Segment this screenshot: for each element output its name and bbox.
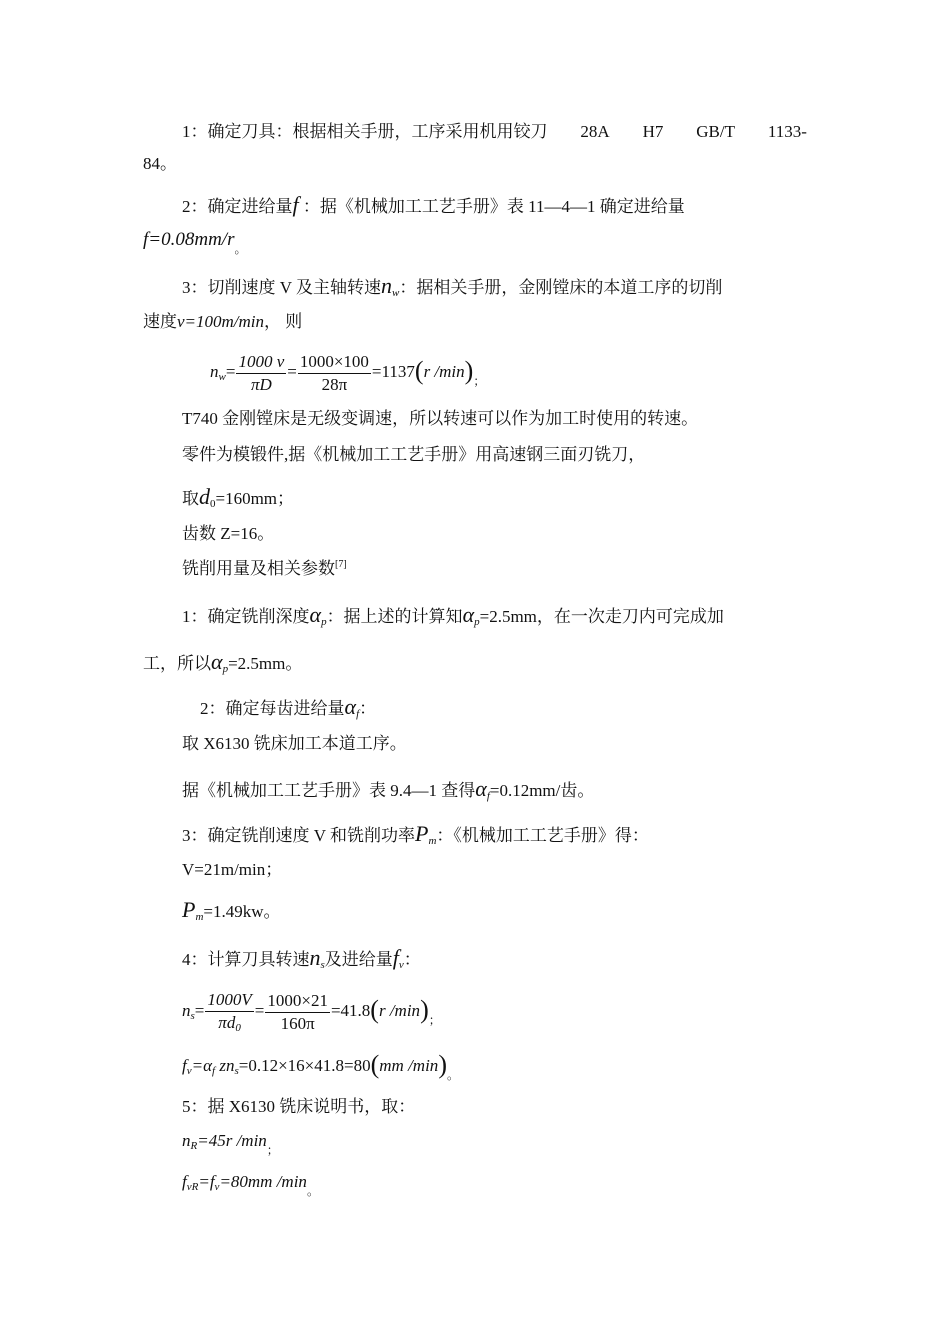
equation-nw: nw= $\frac{1000 v}{\pi D}$ = $\frac{1000\times 100}{28\pi}$ =1137(r $/\min)_;$ [210,351,486,394]
ap-line-cont [143,650,302,678]
af-text-2: ： [359,699,377,718]
feed-line [182,193,685,219]
eq3-rest: =0.12×16×41.8=80 [238,1056,371,1075]
fvr-val: =80mm /min [219,1172,307,1191]
nr-symbol: n [182,1131,191,1150]
ns-sub: s [320,959,325,971]
d0-line [182,485,294,513]
pm-value-line [182,898,281,926]
fv-symbol: f [392,945,399,970]
pm-text-2: ：《机械加工工艺手册》得： [436,826,649,845]
alpha-p-symbol-2: α [462,602,475,627]
eq2-lhs-sub: s [190,1010,195,1022]
nr-line [182,1129,279,1155]
eq2-frac2 [265,990,330,1035]
d0-val: =160mm； [215,489,295,508]
ns-symbol: n [309,945,321,970]
eq3-fsub: v [186,1065,192,1077]
eq2-den1-sub: 0 [235,1021,241,1034]
pm-value: =1.49kw。 [203,902,281,921]
feed-formula: f=0.08mm/r [143,229,235,250]
nr-val: =45r /min [197,1131,267,1150]
speed-text-4: ， 则 [264,312,303,331]
eq1-frac1 [236,351,286,396]
alpha-f-sub: f [356,708,360,720]
eq2-unit: r /min [378,1001,421,1020]
speed-text-3: 速度 [143,312,177,331]
pm-symbol-2: P [182,897,196,922]
ap-line [182,603,724,631]
speed-text: 3：切削速度 V 及主轴转速 [182,278,381,297]
nr-tail: ； [266,1143,279,1157]
v-line: V=21m/min； [182,860,283,879]
eq2-num2: 1000×21 [265,990,330,1013]
pm-text: 3：确定铣削速度 V 和铣削功率 [182,826,415,845]
ap-text-2: ：据上述的计算知 [326,607,463,626]
nw-sub: w [391,287,400,299]
feed-end: 。 [234,242,247,256]
eq1-den1: πD [250,374,272,394]
alpha-f-symbol-2: α [475,776,487,801]
eq1-num1: 1000 v [236,351,286,374]
eq2-tail: ； [428,1013,441,1027]
eq1-eq2: = [287,362,297,381]
reference-mark: [7] [335,559,347,570]
part-line: 零件为模锻件,据《机械加工工艺手册》用高速钢三面刃铣刀， [182,445,646,464]
tool-code-1133: 1133- [767,122,807,141]
milling-text: 铣削用量及相关参数 [182,559,335,578]
eq1-frac2 [298,351,371,396]
eq2-eq2: = [254,1001,265,1020]
ap-text-4: 工，所以 [143,654,211,673]
x6130-line: 取 X6130 铣床加工本道工序。 [182,734,407,753]
d0-text: 取 [182,489,199,508]
d0-sub: 0 [210,498,216,510]
ap-text: 1：确定铣削深度 [182,607,310,626]
eq3-alpha: =α [191,1056,213,1075]
fvr-sub: vR [186,1181,199,1193]
alpha-p-symbol: α [309,602,322,627]
eq1-unit: r /min [423,362,465,381]
eq2-res: =41.8 [330,1001,371,1020]
step5-line: 5：据 X6130 铣床说明书，取： [182,1097,416,1116]
eq2-eq: = [194,1001,205,1020]
pm-sub: m [428,835,437,847]
d0-symbol: d [199,484,210,509]
ns-text: 4：计算刀具转速 [182,950,310,969]
tool-line-cont: 84。 [143,154,177,173]
fvr-tail: 。 [306,1184,319,1198]
speed-line [182,274,722,302]
ns-text-2: 及进给量 [324,950,393,969]
t740-line: T740 金刚镗床是无级变调速，所以转速可以作为加工时使用的转速。 [182,409,699,428]
alpha-p-sub: p [321,616,327,628]
eq1-tail: ； [473,374,486,388]
tool-text: 1：确定刀具：根据相关手册，工序采用机用铰刀 [182,122,548,141]
ns-line [182,946,421,974]
eq2-num1: 1000V [205,989,253,1012]
feed-symbol: f [292,192,299,217]
eq3-f: f [182,1056,187,1075]
teeth-line: 齿数 Z=16。 [182,524,275,543]
alpha-p-symbol-3: α [211,649,223,674]
fvr-sub2: v [214,1181,220,1193]
speed-line-cont [143,310,302,334]
alpha-f-symbol: α [344,694,357,719]
milling-heading [182,557,347,584]
tool-code-h7: H7 [642,122,664,141]
eq3-nsub: s [234,1065,239,1077]
eq3-asub: f [212,1065,216,1077]
fvr-eq: =f [198,1172,215,1191]
eq1-lhs: n [210,362,219,381]
alpha-f-sub-2: f [486,790,490,802]
eq2-frac1 [205,989,253,1036]
equation-fv: fv=αf zns=0.12×16×41.8=80(mm $/\min)_。$ [182,1050,459,1082]
alpha-p-sub-3: p [222,663,229,675]
tool-code-28a: 28A [580,122,610,141]
tool-code-gbt: GB/T [696,122,736,141]
fv-sub: v [398,959,404,971]
eq3-tail: 。 [446,1068,459,1082]
pm-symbol: P [414,821,429,846]
pm-sub-2: m [195,911,204,923]
af-text: 2：确定每齿进给量 [200,699,345,718]
speed-text-2: ：据相关手册，金刚镗床的本道工序的切削 [399,278,723,297]
eq2-lhs: n [182,1001,191,1020]
speed-formula: v=100m/min [177,312,265,331]
eq1-eq: = [225,362,236,381]
eq1-num2: 1000×100 [298,351,371,374]
fvr-line [182,1170,319,1196]
feed-text-2: ：据《机械加工工艺手册》表 11—4—1 确定进给量 [302,197,685,216]
eq3-unit: mm /min [379,1056,439,1075]
pm-line [182,822,649,850]
table-line [182,777,594,805]
ap-text-3: =2.5mm，在一次走刀内可完成加 [479,607,724,626]
feed-formula-line [143,228,247,256]
af-line [200,695,376,723]
eq2-den2: 160π [280,1013,315,1033]
eq1-lhs-sub: w [218,371,226,383]
fvr-symbol: f [182,1172,187,1191]
eq3-zn: zn [215,1056,235,1075]
table-text: 据《机械加工工艺手册》表 9.4—1 查得 [182,781,476,800]
eq1-den2: 28π [321,374,348,394]
eq2-den1 [205,1012,253,1036]
equation-ns: ns= $\frac{1000V}{\pi d0}$ = $\frac{1000\times 21}{160\pi}$ =41.8(r $/\min)_;$ [182,989,441,1034]
ap-text-5: =2.5mm。 [228,654,303,673]
ns-text-3: ： [403,950,421,969]
eq2-den1-text: πd [218,1012,236,1032]
table-text-2: =0.12mm/齿。 [489,781,595,800]
tool-line [182,120,807,144]
nr-sub: R [190,1140,198,1152]
nw-symbol: n [380,273,392,298]
eq1-res: =1137 [371,362,415,381]
alpha-p-sub-2: p [474,616,480,628]
feed-text: 2：确定进给量 [182,197,293,216]
